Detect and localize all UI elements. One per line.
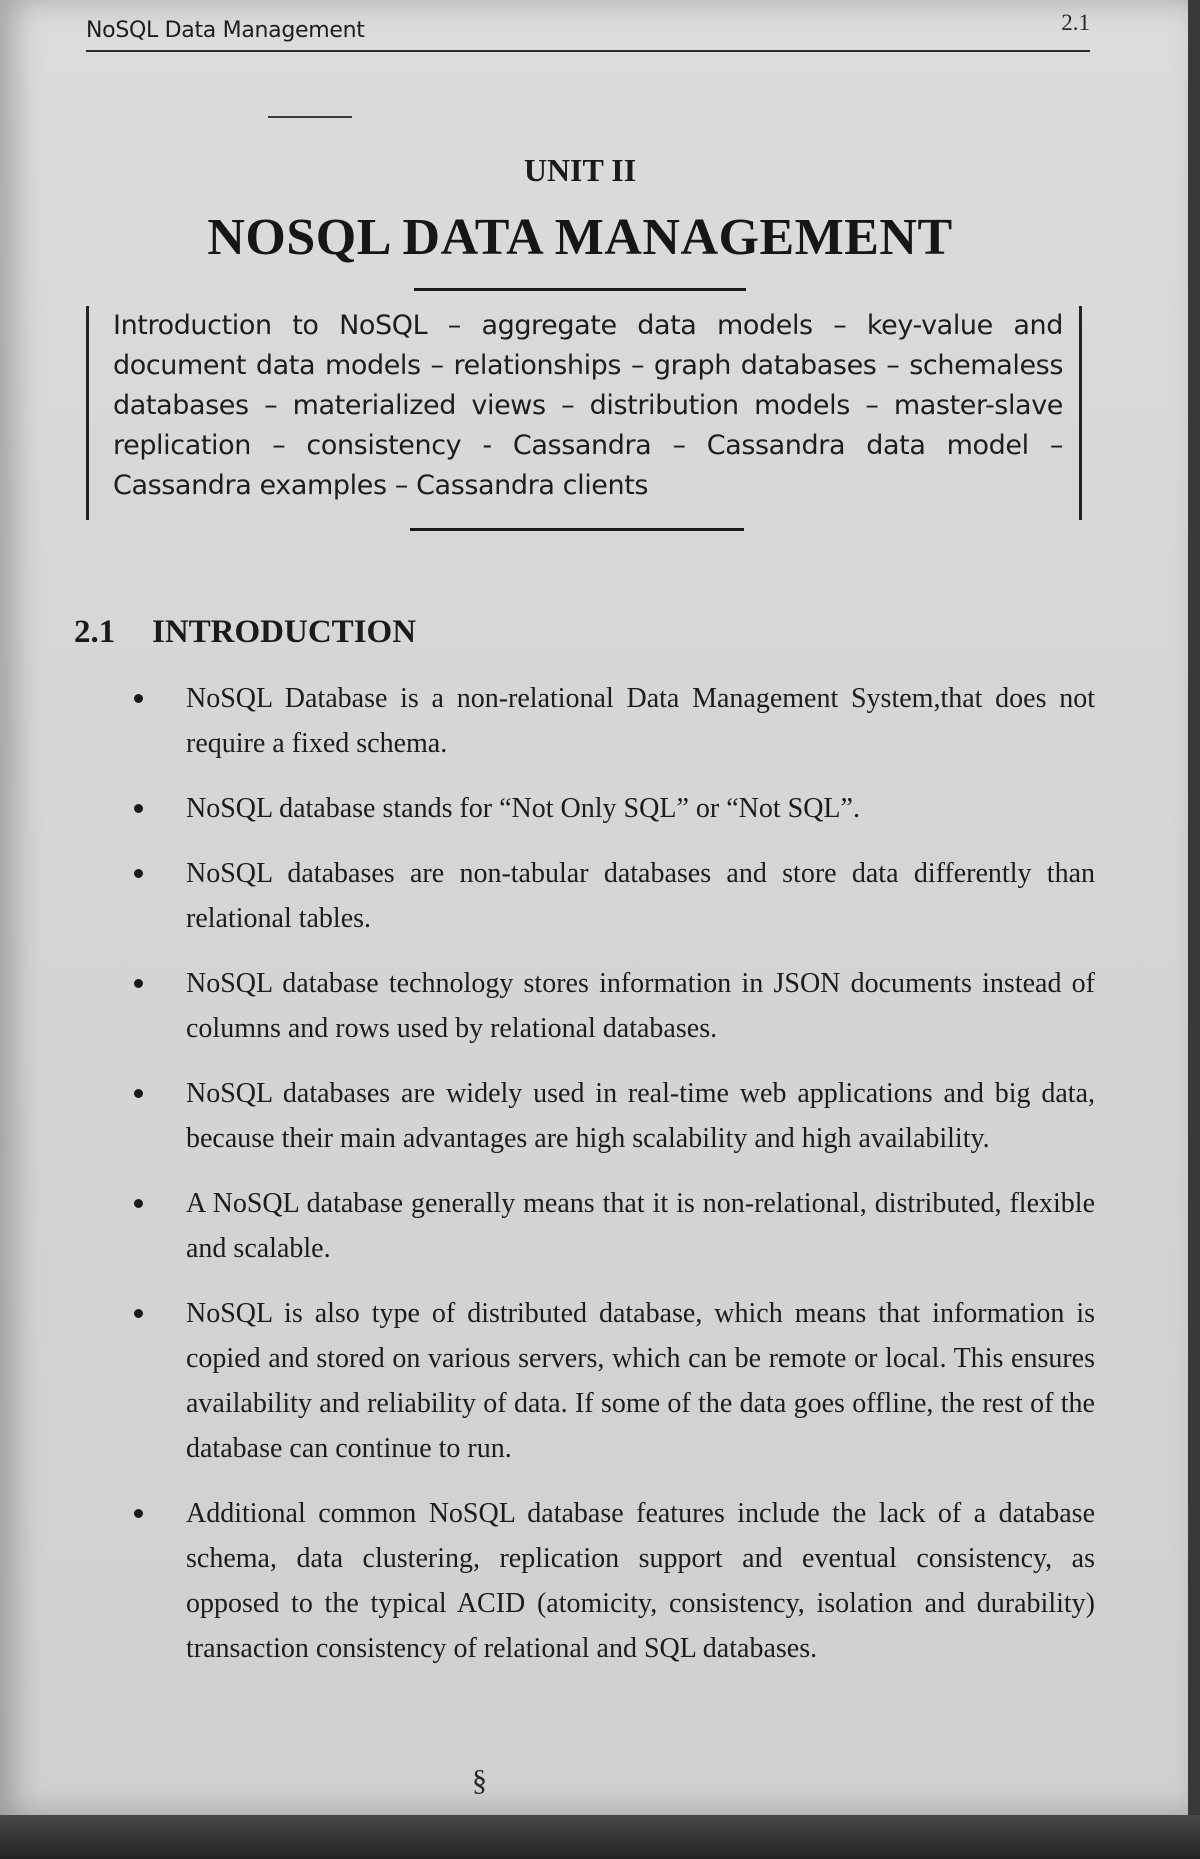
bullet-text: NoSQL Database is a non-relational Data Management System,that does not require a fixed schema. — [186, 683, 1095, 759]
unit-title: NOSQL DATA MANAGEMENT — [207, 209, 953, 266]
bullet-text: NoSQL databases are widely used in real-time web applications and big data, because their main advantages are high scalability and high availability. — [186, 1078, 1095, 1154]
bullet-text: NoSQL database stands for “Not Only SQL” or “Not SQL”. — [186, 793, 860, 824]
list-item — [120, 1291, 1095, 1471]
bullet-icon — [134, 869, 143, 878]
bullet-icon — [134, 1089, 143, 1098]
list-item — [120, 1181, 1095, 1271]
decorative-dash — [268, 116, 352, 118]
bullet-text: NoSQL database technology stores information in JSON documents instead of columns and rows used by relational databases. — [186, 968, 1095, 1044]
list-item — [120, 1071, 1095, 1161]
section-number: 2.1 — [74, 614, 116, 650]
bullet-icon — [134, 1509, 143, 1518]
bullet-text: NoSQL is also type of distributed database, which means that information is copied and stored on various servers, which can be remote or local. This ensures availability and reliability of data. If some of the data goes offline, the rest of the database can continue to run. — [186, 1298, 1095, 1464]
list-item — [120, 1491, 1095, 1671]
list-item — [120, 786, 1095, 831]
bullet-icon — [134, 694, 143, 703]
list-item — [120, 676, 1095, 766]
bullet-text: A NoSQL database generally means that it is non-relational, distributed, flexible and scalable. — [186, 1188, 1095, 1264]
title-rule-bottom — [410, 528, 744, 531]
title-rule-top — [414, 288, 746, 291]
syllabus-text: Introduction to NoSQL – aggregate data models – key-value and document data models – relationships – graph databases – schemaless databases – materialized views – distribution models – master-slave replication – consistency - Cassandra – Cassandra data model – Cassandra examples – Cassandra clients — [113, 310, 1063, 501]
bullet-icon — [134, 1199, 143, 1208]
section-heading — [74, 614, 416, 651]
bullet-icon — [134, 1309, 143, 1318]
footer-mark: § — [472, 1764, 487, 1797]
page-bottom-shadow — [0, 1815, 1200, 1859]
page-edge-shadow — [1188, 0, 1200, 1859]
syllabus-box — [86, 306, 1082, 520]
bullet-text: Additional common NoSQL database features include the lack of a database schema, data clustering, replication support and eventual consistency, as opposed to the typical ACID (atomicity, consistency, isolation and durability) transaction consistency of relational and SQL databases. — [186, 1498, 1095, 1664]
running-header-title: NoSQL Data Management — [86, 18, 365, 43]
bullet-text: NoSQL databases are non-tabular databases and store data differently than relational tables. — [186, 858, 1095, 934]
bullet-list — [120, 676, 1095, 1691]
bullet-icon — [134, 804, 143, 813]
list-item — [120, 961, 1095, 1051]
page-number: 2.1 — [1061, 10, 1090, 35]
bullet-icon — [134, 979, 143, 988]
section-title: INTRODUCTION — [152, 614, 417, 650]
unit-label: UNIT II — [523, 152, 637, 188]
list-item — [120, 851, 1095, 941]
running-header — [86, 10, 1090, 52]
